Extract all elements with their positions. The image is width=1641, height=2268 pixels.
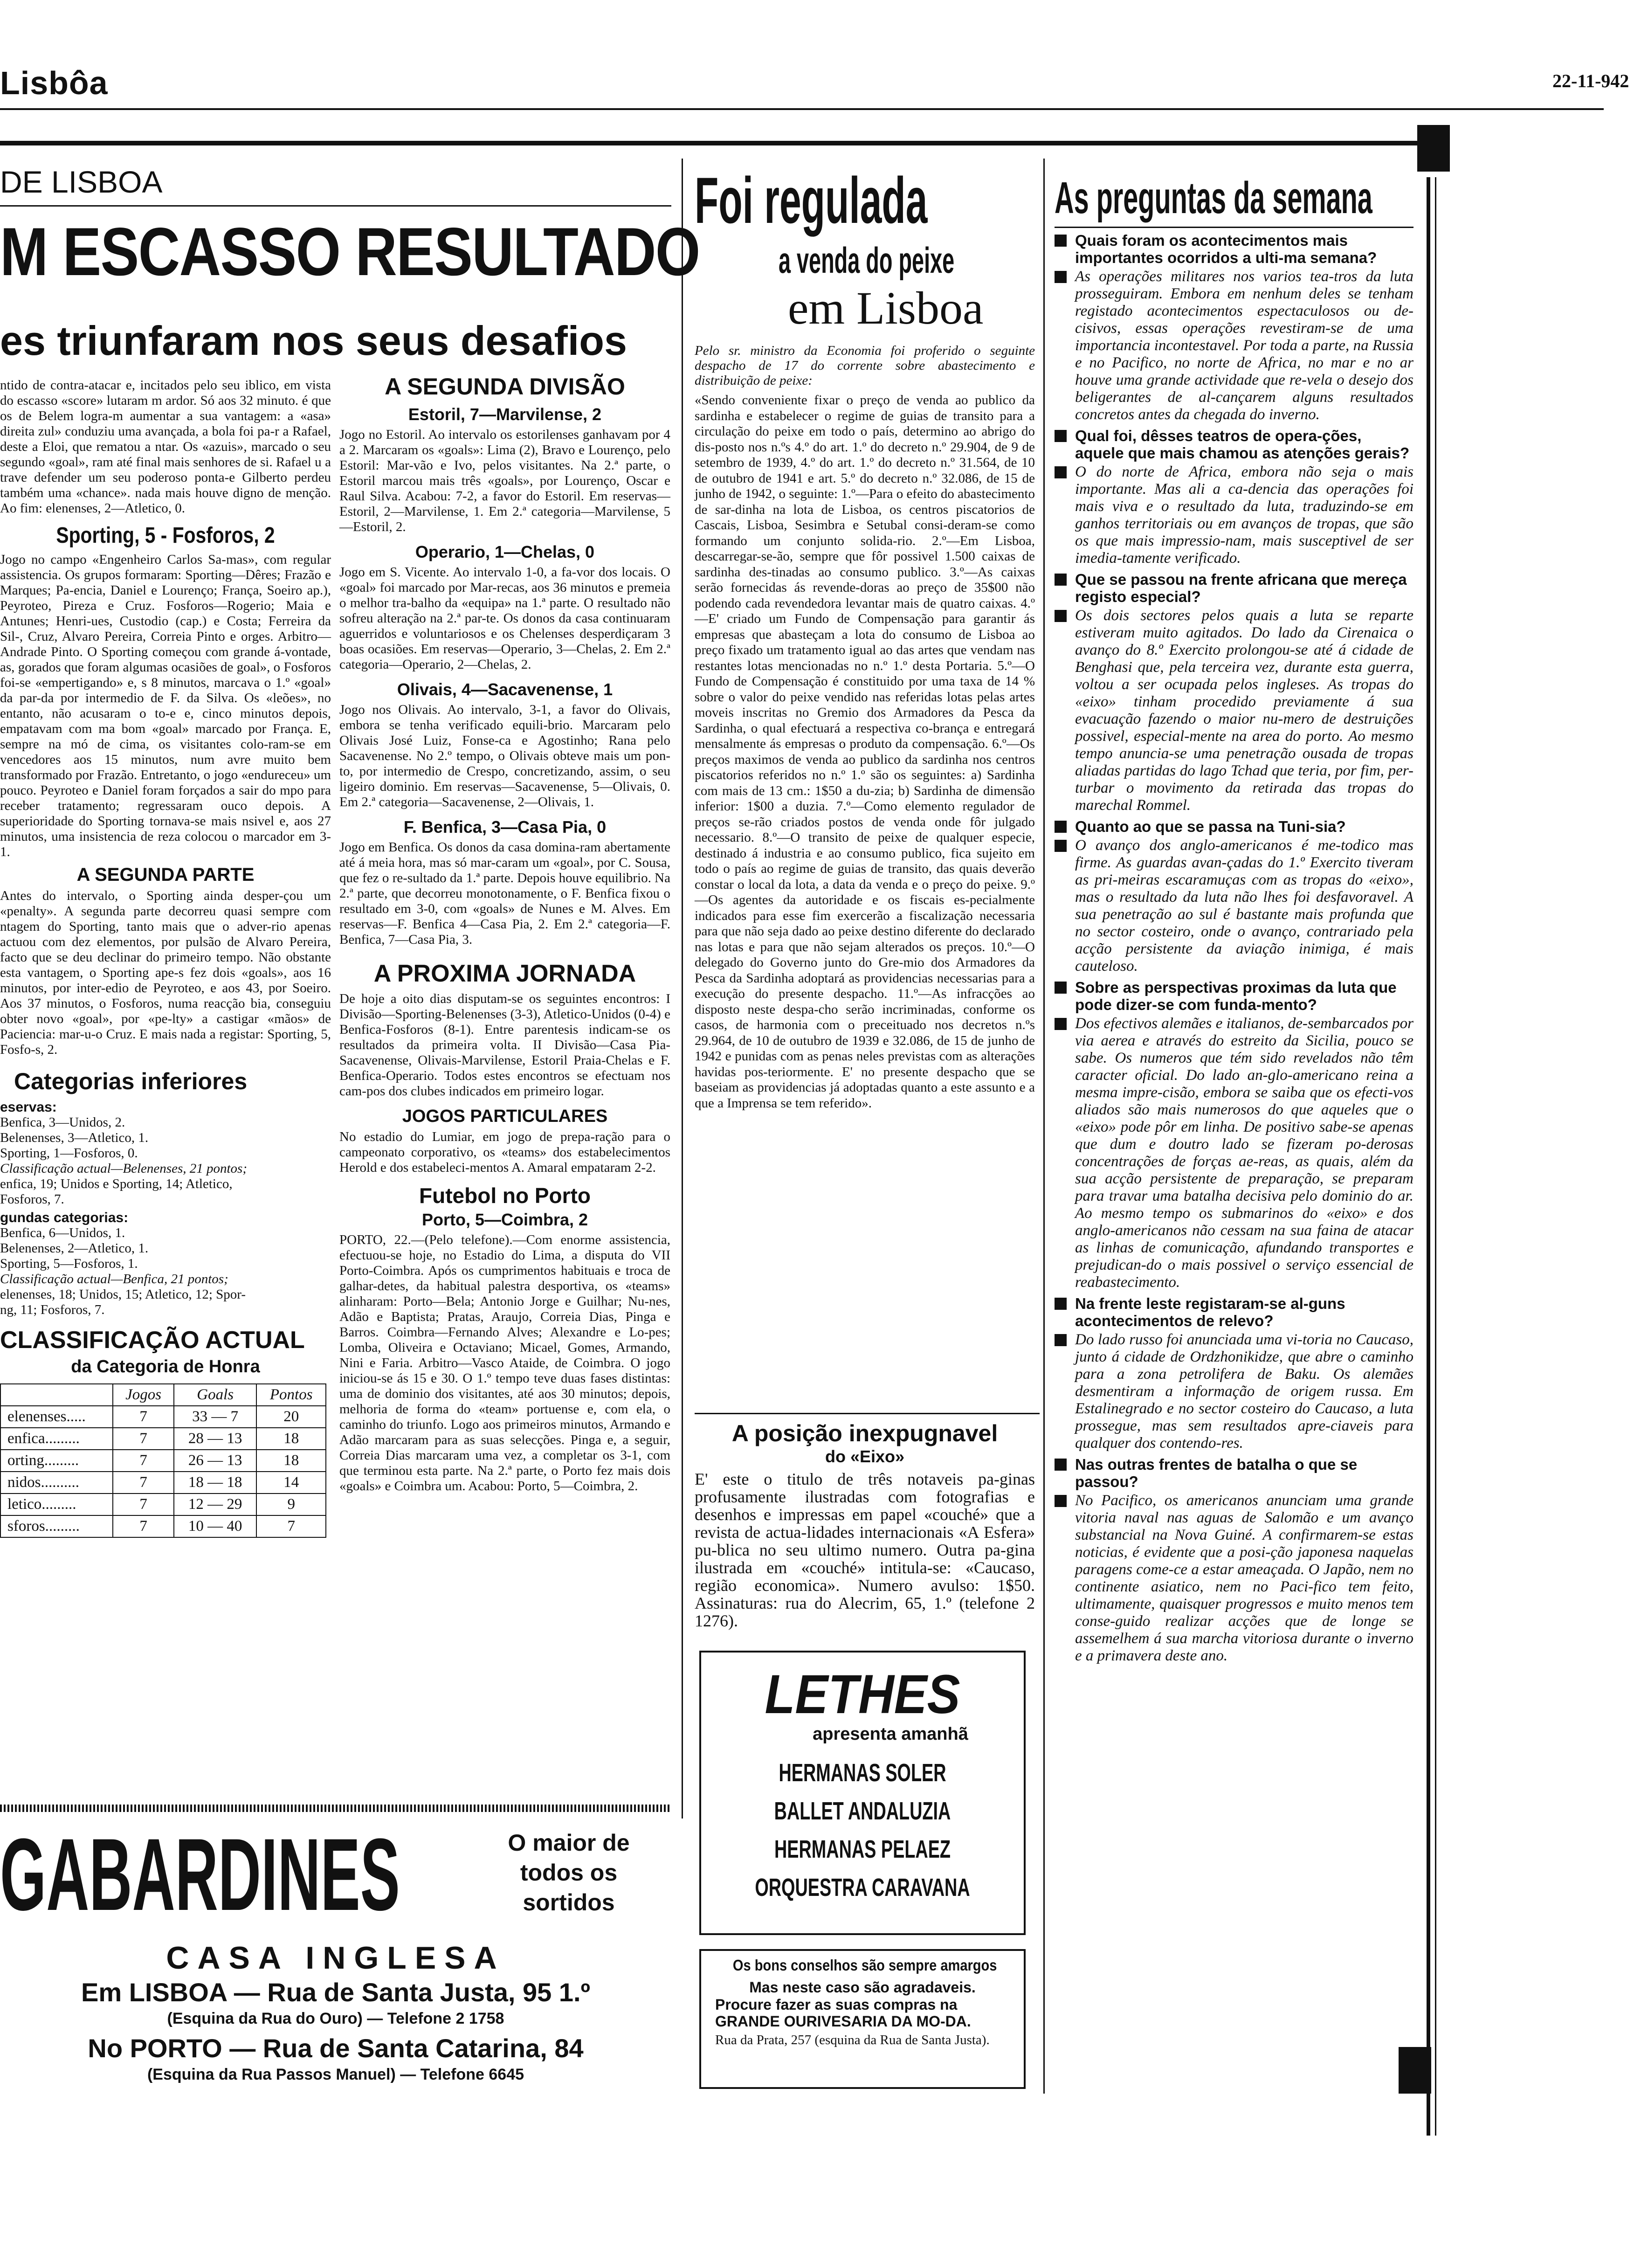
game-a-text: Jogo no Estoril. Ao intervalo os estorilenses ganhavam por 4 a 2. Marcaram os «goals»: Lima (2), Bravo e Lourenço, pelo Estoril: Mar-vão e Ivo, pelos visitantes. Na 2.ª parte, o Estoril marcou mais três «goals», por Lourenço, Oscar e Raul Silva. Acabou: 7-2, a favor do Estoril. Em reservas—Estoril, 2—Marvilense, 1. Em 2.ª categoria—Marvilense, 5—Estoril, 2. [339, 427, 670, 534]
answer [1055, 268, 1413, 423]
jogos-cell: 7 [113, 1406, 174, 1428]
preguntas-rule [1055, 227, 1413, 228]
jogos-cell: 7 [113, 1428, 174, 1450]
lethes-act: ORQUESTRA CARAVANA [755, 1874, 970, 1902]
question-text: Nas outras frentes de batalha o que se passou? [1075, 1456, 1358, 1490]
bullet-square-icon [1055, 235, 1067, 247]
class-header: Goals [174, 1384, 257, 1406]
ourivesaria-line-2: Procure fazer as suas compras na GRANDE OURIVESARIA DA MO-DA. [715, 1996, 971, 2030]
ourivesaria-line-3: Rua da Prata, 257 (esquina da Rua de Santa Justa). [715, 2033, 990, 2047]
segundas-line: ng, 11; Fosforos, 7. [0, 1302, 105, 1317]
goals-cell: 18 — 18 [174, 1472, 257, 1494]
class-header: Jogos [113, 1384, 174, 1406]
ourivesaria-title: Os bons conselhos são sempre amargos [732, 1957, 997, 1974]
lisboa-address: Em LISBOA — Rua de Santa Justa, 95 1.º [81, 1978, 591, 2007]
col-sep-2 [1043, 159, 1045, 2094]
right-border-2 [1435, 177, 1436, 2136]
preguntas-title: As preguntas da semana [1055, 173, 1372, 223]
team-cell: orting......... [0, 1450, 113, 1472]
peixe-title-2: a venda do peixe [779, 240, 955, 281]
reservas-line: Benfica, 3—Unidos, 2. [0, 1115, 125, 1130]
subhead: es triunfaram nos seus desafios [0, 318, 627, 364]
segundas-line: Belenenses, 2—Atletico, 1. [0, 1241, 149, 1256]
categorias-title: Categorias inferiores [14, 1068, 248, 1094]
reservas-line: Belenenses, 3—Atletico, 1. [0, 1130, 149, 1145]
class-sub: da Categoria de Honra [71, 1357, 260, 1376]
bullet-square-icon [1055, 574, 1067, 586]
game1-text: Jogo no campo «Engenheiro Carlos Sa-mas», com regular assistencia. Os grupos formaram: Sporting—Dêres; Frazão e Marques; Pa-encia, Daniel e Lourenço; França, Soeiro ap.), Peyroteo, Pireza e Cruz. Fosforos—Rogerio; Maia e Antunes; Henri-ues, Custodio (cap.) e Costa; Ferreira da Sil-, Cruz, Alvaro Pereira, Correia Pinto e orges. Arbitro—Andrade Pinto. O Sporting começou com grande á-vontade, as, gorados que foram algumas ocasiões de goal», o Fosforos foi-se «empertigando» e, s 8 minutos, marcava o 1.º «goal» da par-da por intermedio de F. da Silva. Os «leões», no entanto, não acusaram o to-e e, cinco minutos depois, empatavam com ma bom «goal» marcado por França. E, sempre na mó de cima, os visitantes colo-ram-se em vencedores aos 15 minutos, num avre muito bem transformado por Frazão. Entretanto, o jogo «endureceu» um pouco. Peyroteo e Daniel foram forçados a sair do mpo para receber tratamento; regressaram ouco depois. A superioridade do Sporting tornava-se mais nsivel e, aos 27 minutos, uma insistencia de reza colocou o marcador em 3-1. [0, 552, 331, 859]
answer-text: No Pacifico, os americanos anunciam uma grande vitoria naval nas aguas de Salomão e um avanço substancial na Nova Guiné. A confirmarem-se estas noticias, é evidente que a posi-ção japonesa naquelas paragens come-ce a estar ameaçada. O Japão, nem no continente asiatico, nem no Paci-fico tem feito, ultimamente, quaisquer progressos e muito menos tem conse-guido realizar acções que de longe se assemelhem á sua marcha vitoriosa durante o inverno e a primavera deste ano. [1075, 1492, 1413, 1664]
lethes-act: HERMANAS SOLER [779, 1759, 946, 1787]
answer [1055, 1331, 1413, 1452]
pontos-cell: 7 [256, 1515, 326, 1537]
corner-block [1417, 125, 1450, 172]
peixe-title-1: Foi regulada [695, 164, 928, 237]
question [1055, 979, 1413, 1013]
reservas-line: Sporting, 1—Fosforos, 0. [0, 1146, 138, 1161]
left-intro: ntido de contra-atacar e, incitados pelo seu iblico, em vista do escasso «score» lutaram m ardor. Só aos 32 minuto. é que os de Belem logra-m aumentar a sua vantagem: a «asa» direita zul» conduziu uma avançada, a bola foi pa-r a Rafael, deste a Eloi, que rematou a ntar. Os «azuis», marcado o seu segundo «goal», ram até final mais senhores de si. Rafael u a trave defender um seu poderoso ponta-e Gilberto perdeu também uma «chance». nada mais houve digno de menção. Ao fim: elenenses, 2—Atletico, 0. [0, 378, 331, 516]
kicker-rule [0, 205, 671, 207]
segundas-label: gundas categorias: [0, 1210, 129, 1225]
second-half-text: Antes do intervalo, o Sporting ainda desper-çou um «penalty». A segunda parte decorreu quasi sempre com ntagem do Sporting, tanto mais que o adver-rio apenas actuou com dez elementos, por pulsão de Alvaro Pereira, facto que se deu declinar do primeiro tempo. Não obstante esta vantagem, o Sporting ape-s fez dois «goals», aos 16 minutos, por inter-edio de Peyroteo, e aos 43, por Soeiro. Aos 37 minutos, o Fosforos, numa reacção bia, conseguiu obter novo «goal», por «pe-lty» a castigar «mãos» de Paciencia: mar-u-o Cruz. E mais nada a registar: Sporting, 5, Fosfo-s, 2. [0, 888, 331, 1057]
answer-text: Do lado russo foi anunciada uma vi-toria no Caucaso, junto á cidade de Ordzhonikidze, que abre o caminho para a zona petrolifera de Baku. Os alemães desmentiram a informação de origem russa. Em Estalinegrado e no sector costeiro do Caucaso, a luta prossegue, mas sem resultados apre-ciaveis para qualquer dos contendo-res. [1075, 1331, 1413, 1452]
segundas-line: elenenses, 18; Unidos, 15; Atletico, 12; Spor- [0, 1287, 246, 1302]
gabardines-side: O maior de todos os sortidos [508, 1830, 630, 1915]
answer [1055, 463, 1413, 567]
gabardines-ad [0, 1805, 681, 2094]
ourivesaria-ad [699, 1949, 1026, 2089]
game-b-title: Operario, 1—Chelas, 0 [415, 542, 595, 561]
question-text: Quais foram os acontecimentos mais importantes ocorridos a ulti-ma semana? [1075, 232, 1377, 266]
classification-table [0, 1383, 326, 1538]
pontos-cell: 18 [256, 1428, 326, 1450]
game-d-title: F. Benfica, 3—Casa Pia, 0 [403, 817, 607, 837]
answer-text: O do norte de Africa, embora não seja o mais importante. Mas ali a ca-dencia das operações foi mais viva e o resultado da luta, traduzindo-se em ganhos territoriais ou em avanços de tropas, que são os que mais impressio-nam, mais susceptivel de ser imedia-tamente verificado. [1075, 463, 1413, 567]
table-row [0, 1428, 326, 1450]
game-c-text: Jogo nos Olivais. Ao intervalo, 3-1, a favor do Olivais, embora se tenha verificado equili-brio. Marcaram pelo Olivais José Luiz, Fonse-ca e Agostinho; Rana pelo Sacavenense. No 2.º tempo, o Olivais obteve mais um pon-to, por intermedio de Crespo, concretizando, assim, o seu ligeiro dominio. Em reservas—Sacavenense, 5—Olivais, 0. Em 2.ª categoria—Sacavenense, 2—Olivais, 1. [339, 702, 670, 809]
question-text: Quanto ao que se passa na Tuni-sia? [1075, 818, 1346, 835]
team-cell: letico......... [0, 1494, 113, 1515]
lethes-act: BALLET ANDALUZIA [774, 1797, 951, 1825]
table-row [0, 1450, 326, 1472]
answer-text: Os dois sectores pelos quais a luta se reparte estiveram muito agitados. Do lado da Cirenaica o avanço do 8.º Exercito prolongou-se até á cidade de Benghasi que, pela terceira vez, durante esta guerra, voltou a ser ocupada pelos ingleses. As tropas do «eixo» tinham procedido previamente á sua evacuação fazendo o maior nu-mero de destruições possivel, especial-mente na area do porto. Ao mesmo tempo anuncia-se uma penetração ousada de tropas aliadas partidas do lago Tchad que teria, por fim, per-turbar o movimento da retirada das tropas do marechal Rommel. [1075, 607, 1413, 814]
goals-cell: 28 — 13 [174, 1428, 257, 1450]
answer [1055, 607, 1413, 814]
segunda-divisao-title: A SEGUNDA DIVISÃO [385, 373, 625, 400]
headline: M ESCASSO RESULTADO [0, 214, 700, 290]
answer-text: As operações militares nos varios tea-tros da luta prosseguiram. Embora em nenhum deles se tenham registado acontecimentos espectaculosos ou de-cisivos, essas operações revestiram-se de uma importancia incontestavel. Por toda a parte, na Russia e no Pacifico, no norte de Africa, no mar e no ar houve uma grande actividade que re-vela o desejo dos beligerantes de al-cançarem alguns resultados concretos antes da chegada do inverno. [1075, 268, 1413, 423]
peixe-title-3: em Lisboa [788, 282, 984, 334]
goals-cell: 12 — 29 [174, 1494, 257, 1515]
proxima-text: De hoje a oito dias disputam-se os seguintes encontros: I Divisão—Sporting-Belenenses (3-3), Atletico-Unidos (0-4) e Benfica-Fosforos (8-1). Entre parentesis indicam-se os resultados da primeira volta. II Divisão—Casa Pia-Sacavenense, Olivais-Marvilense, Estoril Praia-Chelas e F. Benfica-Operario. Todos estes encontros se efectuam nos cam-pos dos clubes indicados em primeiro logar. [339, 991, 670, 1099]
pontos-cell: 14 [256, 1472, 326, 1494]
segundas-line: Benfica, 6—Unidos, 1. [0, 1225, 125, 1240]
question-text: Sobre as perspectivas proximas da luta que pode dizer-se com funda-mento? [1075, 979, 1397, 1013]
gabardines-title: GABARDINES [0, 1817, 400, 1932]
eixo-rule [695, 1413, 1040, 1414]
question [1055, 818, 1413, 835]
answer [1055, 1015, 1413, 1291]
eixo-text: E' este o titulo de três notaveis pa-ginas profusamente ilustradas com fotografias e desenhos e impressas em papel «couché» que a revista de actua-lidades internacionais «A Esfera» pu-blica no seu ultimo numero. Outra pa-gina ilustrada em «couché» intitula-se: «Caucaso, região economica». Numero avulso: 1$50. Assinaturas: rua do Alecrim, 65, 1.º (telefone 2 1276). [695, 1470, 1035, 1630]
store-name: CASA INGLESA [166, 1940, 505, 1976]
answer-text: Dos efectivos alemães e italianos, de-sembarcados por via aerea e através do estreito da Sicilia, pouco se sabe. Os numeros que tém sido revelados não têm caracter oficial. Do lado an-glo-americano reina a mesma impre-cisão, embora se saiba que os efecti-vos aliados são mais numerosos do que aqueles que o «eixo» pode pôr em linha. De positivo sabe-se apenas que dum e doutro lado se fizeram po-derosas concentrações de forças ae-reas, as quais, além da sua acção persistente de preparação, se preparam para travar uma batalha decisiva pelo dominio do ar. Ao mesmo tempo os submarinos do «eixo» e dos anglo-americanos não cessam na sua faina de atacar as linhas de comunicação, afundando transportes e prejudican-do o mais possivel o serviço essencial de reabastecimento. [1075, 1015, 1413, 1291]
bullet-square-icon [1055, 1459, 1067, 1471]
team-cell: sforos......... [0, 1515, 113, 1537]
game1-title: Sporting, 5 - Fosforos, 2 [56, 523, 275, 548]
pontos-cell: 18 [256, 1450, 326, 1472]
ourivesaria-line-1: Mas neste caso são agradaveis. [749, 1979, 976, 1996]
futebol-text: PORTO, 22.—(Pelo telefone).—Com enorme assistencia, efectuou-se hoje, no Estadio do Lima, a disputa do VII Porto-Coimbra. Após os cumprimentos habituais e troca de galhar-detes, da habitual palestra desportiva, os «teams» alinharam: Porto—Bela; Antonio Jorge e Guilhar; Nu-nes, Adão e Baptista; Pratas, Araujo, Correia Dias, Pinga e Barros. Coimbra—Fernando Alves; Alexandre e Lo-pes; Lomba, Oliveira e Octaviano; Micael, Gomes, Armando, Nini e Faria. Arbitro—Vasco Ataide, de Coimbra. O jogo iniciou-se ás 15 e 30. O 1.º tempo teve duas fases distintas: uma de dominio dos visitantes, até aos 30 minutos; depois, melhoria de forma do «team» portuense e, com ela, o caminho do triunfo. Logo aos primeiros minutos, Armando e Adão marcaram para as suas selecções. Pinga e, a seguir, Correia Dias marcaram uma vez, a completar os 3-1, com que terminou esta parte. Na 2.ª parte, o Porto fez mais dois «goals» e Coimbra um. Acabou: Porto, 5—Coimbra, 2. [339, 1232, 670, 1494]
table-row [0, 1515, 326, 1537]
reservas-label: eservas: [0, 1099, 57, 1115]
bullet-square-icon [1055, 1334, 1067, 1346]
lethes-act: HERMANAS PELAEZ [774, 1835, 951, 1863]
reservas-line: Classificação actual—Belenenses, 21 pontos; [0, 1161, 247, 1176]
answer [1055, 837, 1413, 975]
eixo-title: A posição inexpugnavel [731, 1420, 998, 1446]
peixe-intro: Pelo sr. ministro da Economia foi proferido o seguinte despacho de 17 do corrente sobre abastecimento e distribuição de peixe: [695, 343, 1035, 388]
right-border [1427, 177, 1430, 2136]
jogos-cell: 7 [113, 1494, 174, 1515]
game-d-text: Jogo em Benfica. Os donos da casa domina-ram abertamente até á meia hora, mas só mar-caram um «goal», por C. Sousa, que fez o re-sultado da 1.ª parte. Depois houve equilibrio. Na 2.ª parte, que decorreu monotonamente, o F. Benfica fixou o resultado em 3-0, com «goals» de Nunes e M. Alves. Em reservas—F. Benfica 4—Casa Pia, 2. Em 2.ª categoria—F. Benfica, 7—Casa Pia, 3. [339, 840, 670, 947]
game-b-text: Jogo em S. Vicente. Ao intervalo 1-0, a fa-vor dos locais. O «goal» foi marcado por Mar-recas, aos 36 minutos e premeia o melhor tra-balho da «equipa» na 1.ª parte. O resultado não sofreu alteração na 2.ª par-te. Os donos da casa continuaram aguerridos e voluntariosos e os Chelenses desperdiçaram 3 boas ocasiões. Em reservas—Operario, 3—Chelas, 2. Em 2.ª categoria—Operario, 2—Chelas, 2. [339, 565, 670, 672]
bullet-square-icon [1055, 430, 1067, 442]
reservas-line: enfica, 19; Unidos e Sporting, 14; Atletico, [0, 1176, 233, 1191]
masthead-date: 22-11-942 [1552, 70, 1629, 91]
question [1055, 427, 1413, 462]
lisboa-sub: (Esquina da Rua do Ouro) — Telefone 2 1758 [167, 2010, 504, 2027]
question [1055, 232, 1413, 266]
question [1055, 571, 1413, 605]
lethes-title: LETHES [765, 1664, 960, 1725]
bullet-square-icon [1055, 1495, 1067, 1507]
second-half-title: A SEGUNDA PARTE [76, 864, 255, 885]
game-c-title: Olivais, 4—Sacavenense, 1 [397, 680, 613, 699]
question-text: Na frente leste registaram-se al-guns acontecimentos de relevo? [1075, 1295, 1345, 1329]
jogos-title: JOGOS PARTICULARES [402, 1106, 608, 1126]
pontos-cell: 20 [256, 1406, 326, 1428]
question [1055, 1456, 1413, 1490]
class-header [0, 1384, 113, 1406]
game-a-title: Estoril, 7—Marvilense, 2 [408, 405, 602, 424]
bullet-square-icon [1055, 1018, 1067, 1030]
col-sep-1 [682, 159, 683, 1819]
pontos-cell: 9 [256, 1494, 326, 1515]
lethes-ad [699, 1651, 1026, 1935]
porto-sub: (Esquina da Rua Passos Manuel) — Telefone 6645 [147, 2066, 524, 2083]
segundas-line: Sporting, 5—Fosforos, 1. [0, 1256, 138, 1271]
team-cell: nidos.......... [0, 1472, 113, 1494]
bullet-square-icon [1055, 466, 1067, 478]
lethes-sub: apresenta amanhã [813, 1724, 968, 1744]
question [1055, 1295, 1413, 1329]
proxima-title: A PROXIMA JORNADA [373, 960, 636, 987]
goals-cell: 10 — 40 [174, 1515, 257, 1537]
table-row [0, 1472, 326, 1494]
masthead-title: Lisbôa [0, 65, 108, 101]
bottom-corner-block [1399, 2047, 1431, 2094]
bullet-square-icon [1055, 271, 1067, 283]
question-text: Que se passou na frente africana que mereça registo especial? [1075, 571, 1407, 605]
bullet-square-icon [1055, 821, 1067, 833]
class-title: CLASSIFICAÇÃO ACTUAL [0, 1327, 305, 1354]
reservas-line: Fosforos, 7. [0, 1192, 64, 1207]
kicker: DE LISBOA [0, 165, 163, 199]
futebol-sub: Porto, 5—Coimbra, 2 [421, 1210, 588, 1229]
question-text: Qual foi, dêsses teatros de opera-ções, aquele que mais chamou as atenções gerais? [1075, 427, 1410, 462]
futebol-title: Futebol no Porto [419, 1183, 591, 1208]
answer-text: O avanço dos anglo-americanos é me-todico mas firme. As guardas avan-çadas do 1.º Exercito tiveram as pri-meiras escaramuças com as tropas do «eixo», mas o resultado da luta não lhes foi desfavoravel. A sua penetração ao sul é bastante mais profunda que no sector costeiro, onde o avanço, contrariado pela acção persistente da aviação inimiga, é mais cauteloso. [1075, 837, 1413, 975]
peixe-body: «Sendo conveniente fixar o preço de venda ao publico da sardinha e estabelecer o regime de guias de transito para a circulação do peixe em todo o país, determino ao abrigo do dis-posto nos n.ºs 4.º do art. 1.º do decreto n.º 29.904, de 9 de setembro de 1939, 4.º do art. 1.º do decreto n.º 31.564, de 10 de outubro de 1941 e art. 5.º do decreto n.º 32.086, de 15 de junho de 1942, o seguinte: 1.º—Para o efeito do abastecimento de sar-dinha na lota de Lisboa, os centros piscatorios de Cascais, Lisboa, Sesimbra e Setubal consi-deram-se como formando um conjunto solida-rio. 2.º—Em Lisboa, descarregar-se-ão, sempre que fôr possivel 1.500 caixas de sardinha des-tinadas ao consumo publico. 3.º—As caixas serão fornecidas ás revende-doras ao preço de 35$00 não podendo cada revendedora levantar mais de quatro caixas. 4.º—E' criado um Fundo de Compensação para garantir ás empresas que abasteçam a lota do consumo de Lisboa ao preço fixado um tratamento igual ao das artes que vendam nas restantes lotas mencionadas no n.º 1.º desta Portaria. 5.º—O Fundo de Compensação é constituido por uma taxa de 14 % sobre o valor do peixe vendido nas referidas lotas pelas artes moveis inscritas no Gremio dos Armadores da Pesca da Sardinha, o qual efectuará a respectiva co-brança e entregará mensalmente ás empresas o produto da compensação. 6.º—Os preços maximos de venda ao publico da sardinha nos centros piscatorios referidos no n.º 1.º são os seguintes: a) Sardinha com mais de 13 cm.: 1$50 a du-zia; b) Sardinha de dimensão inferior: 1$00 a duzia. 7.º—Como elemento regulador de preços se-rão criados postos de venda onde fôr julgado necessario. 8.º—O transito de peixe de qualquer especie, destinado á industria e ao consumo publico, fica sujeito em todo o país ao regime de guias de transito, das quais deverão constar o local da lota, a data da venda e o preço do peixe. 9.º—Os agentes da autoridade e os fiscais es-pecialmente indicados para esse fim exercerão a fiscalização necessaria para que não seja dado ao peixe destino diferente do declarado nas lotas e para que não sejam alterados os preços. 10.º—O delegado do Governo junto do Gre-mio dos Armadores da Pesca da Sardinha adoptará as providencias necessarias para a execução do presente despacho. 11.º—As infracções ao disposto neste despa-cho serão incriminadas, conforme os casos, de harmonia com o preceituado nos decretos n.ºs 29.964, de 10 de outubro de 1939 e 32.086, de 15 de junho de 1942 e punidas com as penas neles previstas com as alterações havidas pos-teriormente. E' no presente despacho que se baseiam as providencias já adoptadas quanto a este assunto e a que a Imprensa se tem referido». [695, 393, 1035, 1111]
porto-address: No PORTO — Rua de Santa Catarina, 84 [88, 2033, 584, 2063]
jogos-cell: 7 [113, 1515, 174, 1537]
table-row [0, 1406, 326, 1428]
jogos-text: No estadio do Lumiar, em jogo de prepa-ração para o campeonato corporativo, os «teams» dos estabelecimentos Herold e dos estabeleci-mentos A. Amaral empataram 2-2. [339, 1129, 670, 1175]
jogos-cell: 7 [113, 1472, 174, 1494]
jogos-cell: 7 [113, 1450, 174, 1472]
bullet-square-icon [1055, 982, 1067, 994]
table-row [0, 1494, 326, 1515]
eixo-sub: do «Eixo» [825, 1447, 905, 1466]
goals-cell: 33 — 7 [174, 1406, 257, 1428]
bullet-square-icon [1055, 1298, 1067, 1310]
masthead-rule [0, 108, 1604, 110]
ad-border-top [0, 1805, 671, 1812]
segundas-line: Classificação actual—Benfica, 21 pontos; [0, 1272, 228, 1286]
class-header: Pontos [256, 1384, 326, 1406]
answer [1055, 1492, 1413, 1665]
goals-cell: 26 — 13 [174, 1450, 257, 1472]
bullet-square-icon [1055, 840, 1067, 852]
team-cell: elenenses..... [0, 1406, 113, 1428]
masthead-rule-2 [0, 141, 1422, 145]
team-cell: enfica......... [0, 1428, 113, 1450]
bullet-square-icon [1055, 610, 1067, 622]
